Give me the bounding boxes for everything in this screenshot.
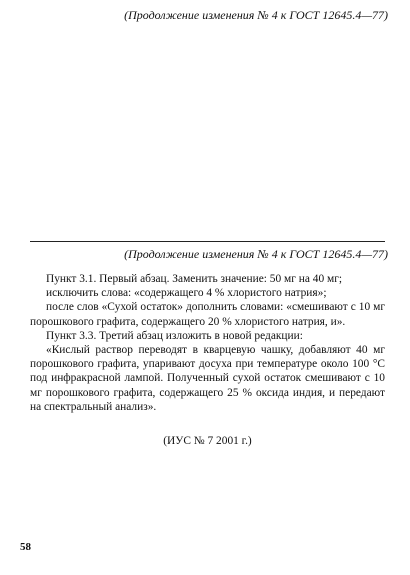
horizontal-rule [30, 241, 385, 242]
page-number: 58 [20, 541, 31, 553]
paragraph-2: исключить слова: «содержащего 4 % хлористого натрия»; [46, 287, 327, 300]
paragraph-4: Пункт 3.3. Третий абзац изложить в новой редакции: [46, 329, 303, 342]
paragraph-1: Пункт 3.1. Первый абзац. Заменить значение: 50 мг на 40 мг; [46, 273, 343, 285]
amendment-text [30, 272, 385, 414]
source-reference: (ИУС № 7 2001 г.) [163, 435, 252, 447]
paragraph-3: после слов «Сухой остаток» дополнить словами: «смешивают с 10 мг порошкового графита, содержащего 20 % хлористого натрия, и». [30, 301, 385, 328]
running-header-top: (Продолжение изменения № 4 к ГОСТ 12645.4—77) [124, 8, 388, 22]
running-header: (Продолжение изменения № 4 к ГОСТ 12645.4—77) [124, 247, 388, 261]
paragraph-5: «Кислый раствор переводят в кварцевую чашку, добавляют 40 мг порошкового графита, упаривают досуха при температуре около 100 °С под инфракрасной лампой. Полученный сухой остаток смешивают с 10 мг порошкового графита, содержащего 25 % оксида индия, и передают на спектральный анализ». [30, 344, 385, 413]
